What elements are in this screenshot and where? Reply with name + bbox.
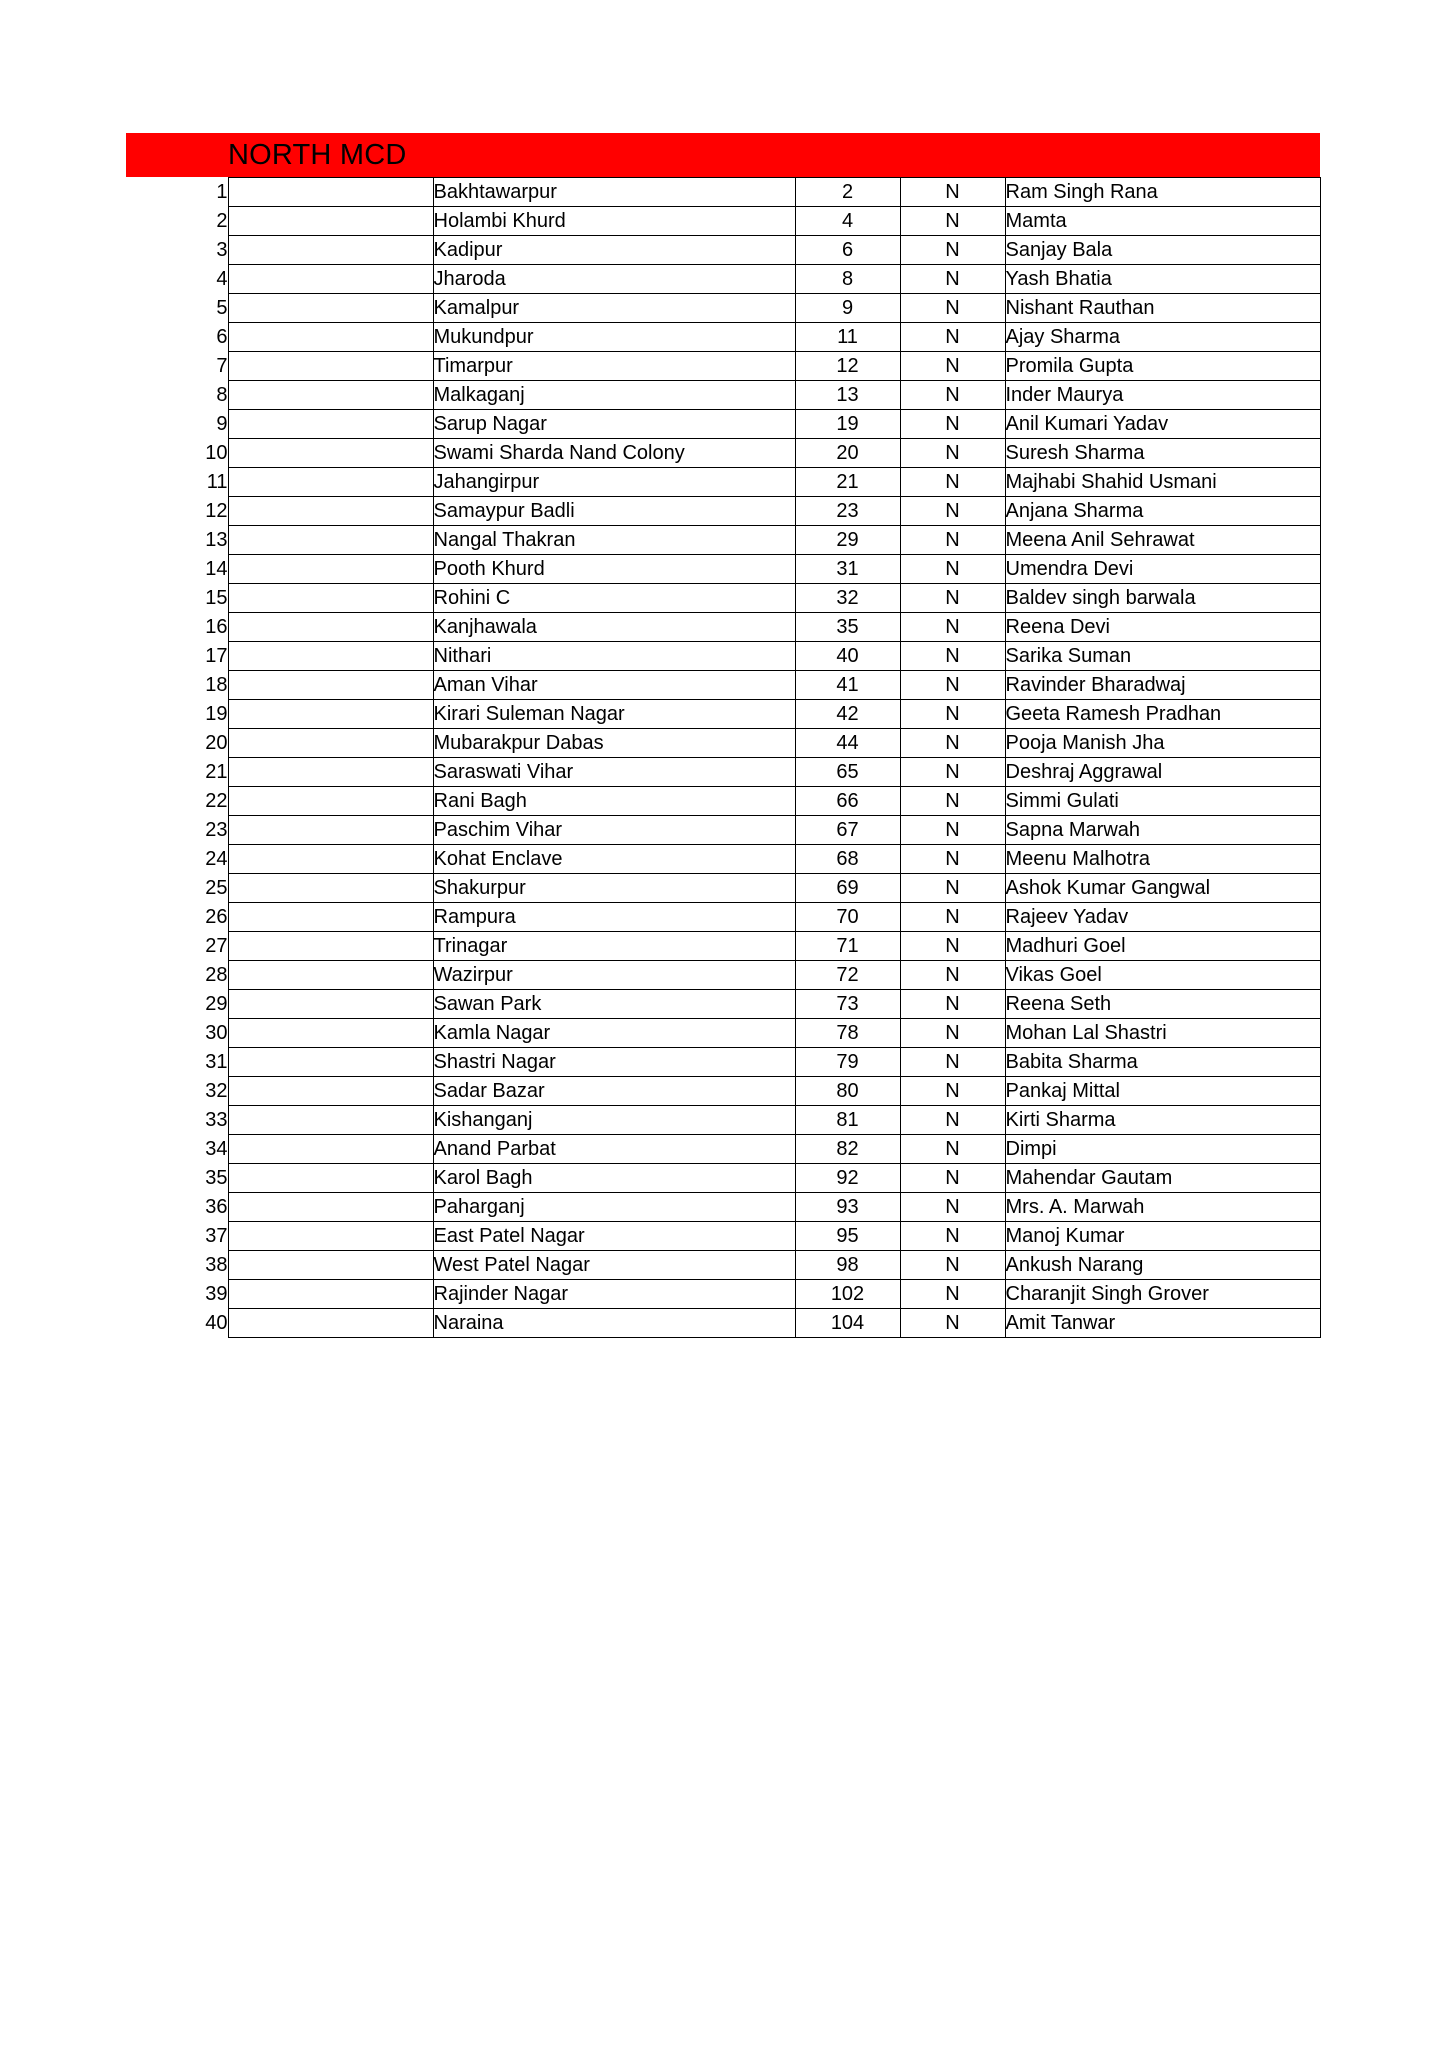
flag-cell[interactable]: N [900,787,1005,816]
ward-name-cell[interactable]: East Patel Nagar [433,1222,795,1251]
flag-cell[interactable]: N [900,1019,1005,1048]
ward-number-cell[interactable]: 95 [795,1222,900,1251]
ward-number-cell[interactable]: 69 [795,874,900,903]
flag-cell[interactable]: N [900,1280,1005,1309]
ward-name-cell[interactable]: Kishanganj [433,1106,795,1135]
ward-name-cell[interactable]: Anand Parbat [433,1135,795,1164]
table-row [126,845,1320,874]
flag-cell[interactable]: N [900,932,1005,961]
row-number-label: 15 [205,587,228,609]
table-row [126,468,1320,497]
flag-cell[interactable]: N [900,439,1005,468]
flag-cell[interactable]: N [900,729,1005,758]
row-number-label: 22 [205,790,228,812]
ward-number-cell[interactable]: 29 [795,526,900,555]
ward-number-cell[interactable]: 72 [795,961,900,990]
flag-cell[interactable]: N [900,816,1005,845]
ward-number-cell[interactable]: 32 [795,584,900,613]
ward-name-cell[interactable]: Timarpur [433,352,795,381]
table-row [126,178,1320,207]
row-number-label: 38 [205,1254,228,1276]
ward-number-cell[interactable]: 66 [795,787,900,816]
table-row [126,758,1320,787]
ward-number-cell[interactable]: 67 [795,816,900,845]
flag-cell[interactable]: N [900,555,1005,584]
blank-cell[interactable] [228,294,433,323]
table-row [126,497,1320,526]
row-number-label: 33 [205,1109,228,1131]
table-row [126,526,1320,555]
ward-number-cell[interactable]: 73 [795,990,900,1019]
table-row [126,352,1320,381]
person-name-cell[interactable]: Sanjay Bala [1005,236,1320,265]
ward-name-cell[interactable]: Kohat Enclave [433,845,795,874]
row-number-label: 7 [216,355,228,377]
flag-cell[interactable]: N [900,410,1005,439]
person-name-cell[interactable]: Promila Gupta [1005,352,1320,381]
flag-cell[interactable]: N [900,497,1005,526]
ward-table [126,177,1321,1338]
blank-cell[interactable] [228,381,433,410]
ward-number-cell[interactable]: 21 [795,468,900,497]
ward-number-cell[interactable]: 80 [795,1077,900,1106]
blank-cell[interactable] [228,1048,433,1077]
person-name-cell[interactable]: Anjana Sharma [1005,497,1320,526]
table-row [126,990,1320,1019]
table-row [126,1135,1320,1164]
ward-number-cell[interactable]: 20 [795,439,900,468]
ward-number-cell[interactable]: 79 [795,1048,900,1077]
flag-cell[interactable]: N [900,1193,1005,1222]
blank-cell[interactable] [228,584,433,613]
person-name-cell[interactable]: Dimpi [1005,1135,1320,1164]
person-name-cell[interactable]: Ankush Narang [1005,1251,1320,1280]
table-row [126,410,1320,439]
ward-name-cell[interactable]: Nangal Thakran [433,526,795,555]
ward-name-cell[interactable]: Bakhtawarpur [433,178,795,207]
person-name-cell[interactable]: Ram Singh Rana [1005,178,1320,207]
flag-cell[interactable]: N [900,381,1005,410]
ward-name-cell[interactable]: Kirari Suleman Nagar [433,700,795,729]
ward-number-cell[interactable]: 4 [795,207,900,236]
blank-cell[interactable] [228,497,433,526]
person-name-cell[interactable]: Geeta Ramesh Pradhan [1005,700,1320,729]
row-number-label: 26 [205,906,228,928]
blank-cell[interactable] [228,671,433,700]
table-row [126,1048,1320,1077]
ward-name-cell[interactable]: Wazirpur [433,961,795,990]
row-number-label: 34 [205,1138,228,1160]
person-name-cell[interactable]: Rajeev Yadav [1005,903,1320,932]
ward-number-cell[interactable]: 78 [795,1019,900,1048]
row-number-label: 9 [216,413,228,435]
row-number-label: 11 [206,471,228,493]
person-name-cell[interactable]: Deshraj Aggrawal [1005,758,1320,787]
ward-number-cell[interactable]: 71 [795,932,900,961]
table-row [126,1280,1320,1309]
row-number-label: 30 [205,1022,228,1044]
row-number-label: 12 [205,500,228,522]
row-number-label: 24 [205,848,228,870]
person-name-cell[interactable]: Manoj Kumar [1005,1222,1320,1251]
row-number-label: 39 [205,1283,228,1305]
table-row [126,1077,1320,1106]
blank-cell[interactable] [228,1251,433,1280]
flag-cell[interactable]: N [900,700,1005,729]
person-name-cell[interactable]: Vikas Goel [1005,961,1320,990]
blank-cell[interactable] [228,1164,433,1193]
flag-cell[interactable]: N [900,1048,1005,1077]
row-number-label: 13 [205,529,228,551]
flag-cell[interactable]: N [900,352,1005,381]
row-number-label: 2 [216,210,228,232]
ward-table-body [126,178,1320,1338]
ward-name-cell[interactable]: Sadar Bazar [433,1077,795,1106]
blank-cell[interactable] [228,642,433,671]
page-title: NORTH MCD [228,138,407,171]
blank-cell[interactable] [228,700,433,729]
ward-name-cell[interactable]: Samaypur Badli [433,497,795,526]
table-row [126,1309,1320,1338]
flag-cell[interactable]: N [900,1135,1005,1164]
person-name-cell[interactable]: Meenu Malhotra [1005,845,1320,874]
person-name-cell[interactable]: Mohan Lal Shastri [1005,1019,1320,1048]
ward-name-cell[interactable]: Jahangirpur [433,468,795,497]
ward-name-cell[interactable]: Malkaganj [433,381,795,410]
person-name-cell[interactable]: Nishant Rauthan [1005,294,1320,323]
blank-cell[interactable] [228,178,433,207]
table-row [126,265,1320,294]
row-number-label: 27 [205,935,228,957]
blank-cell[interactable] [228,439,433,468]
person-name-cell[interactable]: Ravinder Bharadwaj [1005,671,1320,700]
ward-name-cell[interactable]: Shakurpur [433,874,795,903]
table-row [126,1019,1320,1048]
blank-cell[interactable] [228,236,433,265]
ward-name-cell[interactable]: Rohini C [433,584,795,613]
table-row [126,1164,1320,1193]
ward-number-cell[interactable]: 81 [795,1106,900,1135]
ward-number-cell[interactable]: 12 [795,352,900,381]
ward-number-cell[interactable]: 11 [795,323,900,352]
ward-name-cell[interactable]: Saraswati Vihar [433,758,795,787]
row-number-label: 31 [205,1051,228,1073]
flag-cell[interactable]: N [900,874,1005,903]
ward-name-cell[interactable]: Mubarakpur Dabas [433,729,795,758]
ward-name-cell[interactable]: Nithari [433,642,795,671]
flag-cell[interactable]: N [900,642,1005,671]
ward-number-cell[interactable]: 42 [795,700,900,729]
ward-name-cell[interactable]: Rani Bagh [433,787,795,816]
blank-cell[interactable] [228,1077,433,1106]
ward-name-cell[interactable]: Kanjhawala [433,613,795,642]
ward-name-cell[interactable]: Rampura [433,903,795,932]
blank-cell[interactable] [228,410,433,439]
person-name-cell[interactable]: Majhabi Shahid Usmani [1005,468,1320,497]
person-name-cell[interactable]: Ajay Sharma [1005,323,1320,352]
person-name-cell[interactable]: Sarika Suman [1005,642,1320,671]
person-name-cell[interactable]: Inder Maurya [1005,381,1320,410]
ward-number-cell[interactable]: 23 [795,497,900,526]
row-number-label: 10 [205,442,228,464]
blank-cell[interactable] [228,1280,433,1309]
table-row [126,236,1320,265]
ward-name-cell[interactable]: Karol Bagh [433,1164,795,1193]
table-row [126,642,1320,671]
blank-cell[interactable] [228,758,433,787]
person-name-cell[interactable]: Suresh Sharma [1005,439,1320,468]
table-row [126,381,1320,410]
row-number-label: 23 [205,819,228,841]
blank-cell[interactable] [228,526,433,555]
flag-cell[interactable]: N [900,323,1005,352]
ward-number-cell[interactable]: 82 [795,1135,900,1164]
flag-cell[interactable]: N [900,1222,1005,1251]
flag-cell[interactable]: N [900,961,1005,990]
blank-cell[interactable] [228,874,433,903]
ward-name-cell[interactable]: Shastri Nagar [433,1048,795,1077]
person-name-cell[interactable]: Ashok Kumar Gangwal [1005,874,1320,903]
person-name-cell[interactable]: Mamta [1005,207,1320,236]
person-name-cell[interactable]: Charanjit Singh Grover [1005,1280,1320,1309]
ward-number-cell[interactable]: 65 [795,758,900,787]
row-number-label: 17 [205,645,228,667]
table-row [126,294,1320,323]
ward-number-cell[interactable]: 9 [795,294,900,323]
blank-cell[interactable] [228,961,433,990]
row-number-label: 28 [205,964,228,986]
flag-cell[interactable]: N [900,265,1005,294]
table-row [126,1222,1320,1251]
ward-name-cell[interactable]: Kamla Nagar [433,1019,795,1048]
ward-name-cell[interactable]: Naraina [433,1309,795,1338]
person-name-cell[interactable]: Yash Bhatia [1005,265,1320,294]
flag-cell[interactable]: N [900,1077,1005,1106]
row-number-label: 16 [205,616,228,638]
person-name-cell[interactable]: Simmi Gulati [1005,787,1320,816]
table-row [126,1251,1320,1280]
blank-cell[interactable] [228,1309,433,1338]
blank-cell[interactable] [228,207,433,236]
ward-number-cell[interactable]: 2 [795,178,900,207]
ward-number-cell[interactable]: 19 [795,410,900,439]
flag-cell[interactable]: N [900,1164,1005,1193]
table-row [126,439,1320,468]
row-number-label: 3 [216,239,228,261]
blank-cell[interactable] [228,932,433,961]
ward-table-container [126,177,1320,1338]
ward-number-cell[interactable]: 13 [795,381,900,410]
ward-number-cell[interactable]: 44 [795,729,900,758]
ward-name-cell[interactable]: Paschim Vihar [433,816,795,845]
person-name-cell[interactable]: Kirti Sharma [1005,1106,1320,1135]
table-row [126,1106,1320,1135]
blank-cell[interactable] [228,787,433,816]
person-name-cell[interactable]: Anil Kumari Yadav [1005,410,1320,439]
table-row [126,932,1320,961]
blank-cell[interactable] [228,729,433,758]
person-name-cell[interactable]: Pankaj Mittal [1005,1077,1320,1106]
flag-cell[interactable]: N [900,526,1005,555]
row-number-label: 29 [205,993,228,1015]
flag-cell[interactable]: N [900,294,1005,323]
flag-cell[interactable]: N [900,990,1005,1019]
row-number-label: 19 [205,703,228,725]
table-row [126,903,1320,932]
table-row [126,874,1320,903]
flag-cell[interactable]: N [900,903,1005,932]
ward-name-cell[interactable]: Sarup Nagar [433,410,795,439]
table-row [126,613,1320,642]
ward-name-cell[interactable]: Trinagar [433,932,795,961]
ward-number-cell[interactable]: 35 [795,613,900,642]
ward-name-cell[interactable]: Aman Vihar [433,671,795,700]
ward-name-cell[interactable]: Swami Sharda Nand Colony [433,439,795,468]
table-row [126,700,1320,729]
flag-cell[interactable]: N [900,1251,1005,1280]
ward-name-cell[interactable]: Holambi Khurd [433,207,795,236]
person-name-cell[interactable]: Mahendar Gautam [1005,1164,1320,1193]
blank-cell[interactable] [228,1222,433,1251]
table-row [126,1193,1320,1222]
person-name-cell[interactable]: Meena Anil Sehrawat [1005,526,1320,555]
table-row [126,555,1320,584]
person-name-cell[interactable]: Umendra Devi [1005,555,1320,584]
ward-name-cell[interactable]: Mukundpur [433,323,795,352]
flag-cell[interactable]: N [900,1106,1005,1135]
ward-number-cell[interactable]: 92 [795,1164,900,1193]
blank-cell[interactable] [228,816,433,845]
table-row [126,961,1320,990]
row-number-label: 37 [205,1225,228,1247]
ward-name-cell[interactable]: West Patel Nagar [433,1251,795,1280]
person-name-cell[interactable]: Amit Tanwar [1005,1309,1320,1338]
blank-cell[interactable] [228,323,433,352]
row-number-label: 18 [205,674,228,696]
ward-name-cell[interactable]: Jharoda [433,265,795,294]
ward-name-cell[interactable]: Kadipur [433,236,795,265]
flag-cell[interactable]: N [900,613,1005,642]
row-number-label: 1 [216,181,228,203]
ward-name-cell[interactable]: Kamalpur [433,294,795,323]
ward-name-cell[interactable]: Sawan Park [433,990,795,1019]
flag-cell[interactable]: N [900,468,1005,497]
ward-number-cell[interactable]: 41 [795,671,900,700]
blank-cell[interactable] [228,468,433,497]
flag-cell[interactable]: N [900,207,1005,236]
table-row [126,787,1320,816]
flag-cell[interactable]: N [900,236,1005,265]
flag-cell[interactable]: N [900,671,1005,700]
table-row [126,207,1320,236]
flag-cell[interactable]: N [900,178,1005,207]
ward-number-cell[interactable]: 8 [795,265,900,294]
person-name-cell[interactable]: Reena Seth [1005,990,1320,1019]
row-number-label: 20 [205,732,228,754]
row-number-label: 35 [205,1167,228,1189]
blank-cell[interactable] [228,903,433,932]
blank-cell[interactable] [228,265,433,294]
row-number-label: 5 [216,297,228,319]
person-name-cell[interactable]: Babita Sharma [1005,1048,1320,1077]
blank-cell[interactable] [228,1135,433,1164]
ward-number-cell[interactable]: 93 [795,1193,900,1222]
table-row [126,729,1320,758]
flag-cell[interactable]: N [900,1309,1005,1338]
flag-cell[interactable]: N [900,845,1005,874]
ward-number-cell[interactable]: 102 [795,1280,900,1309]
ward-name-cell[interactable]: Pooth Khurd [433,555,795,584]
ward-name-cell[interactable]: Paharganj [433,1193,795,1222]
ward-number-cell[interactable]: 31 [795,555,900,584]
row-number-label: 4 [216,268,228,290]
person-name-cell[interactable]: Madhuri Goel [1005,932,1320,961]
row-number-label: 32 [205,1080,228,1102]
person-name-cell[interactable]: Baldev singh barwala [1005,584,1320,613]
blank-cell[interactable] [228,845,433,874]
person-name-cell[interactable]: Reena Devi [1005,613,1320,642]
row-number-label: 6 [216,326,228,348]
blank-cell[interactable] [228,613,433,642]
person-name-cell[interactable]: Mrs. A. Marwah [1005,1193,1320,1222]
person-name-cell[interactable]: Sapna Marwah [1005,816,1320,845]
ward-number-cell[interactable]: 98 [795,1251,900,1280]
blank-cell[interactable] [228,1193,433,1222]
row-number-label: 14 [205,558,228,580]
blank-cell[interactable] [228,1019,433,1048]
table-row [126,323,1320,352]
blank-cell[interactable] [228,352,433,381]
ward-name-cell[interactable]: Rajinder Nagar [433,1280,795,1309]
person-name-cell[interactable]: Pooja Manish Jha [1005,729,1320,758]
table-row [126,584,1320,613]
table-row [126,816,1320,845]
blank-cell[interactable] [228,1106,433,1135]
section-header-banner [126,133,1320,177]
blank-cell[interactable] [228,990,433,1019]
row-number-label: 21 [205,761,228,783]
row-number-label: 40 [205,1312,228,1334]
ward-number-cell[interactable]: 68 [795,845,900,874]
table-row [126,671,1320,700]
row-number-label: 36 [205,1196,228,1218]
ward-number-cell[interactable]: 104 [795,1309,900,1338]
flag-cell[interactable]: N [900,758,1005,787]
flag-cell[interactable]: N [900,584,1005,613]
ward-number-cell[interactable]: 70 [795,903,900,932]
blank-cell[interactable] [228,555,433,584]
row-number-label: 25 [205,877,228,899]
ward-number-cell[interactable]: 6 [795,236,900,265]
ward-number-cell[interactable]: 40 [795,642,900,671]
row-number-label: 8 [216,384,228,406]
